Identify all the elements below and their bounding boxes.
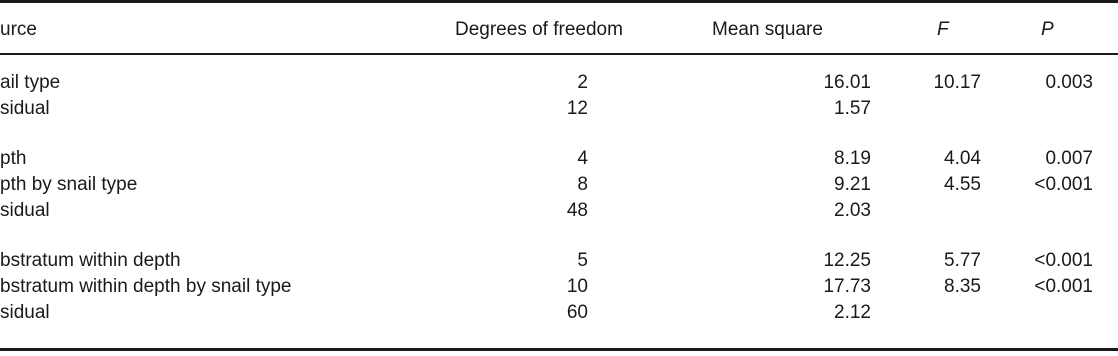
row-f: 10.17 (933, 72, 981, 93)
row-source: sidual (0, 98, 50, 119)
row-f: 8.35 (944, 276, 981, 297)
row-df: 4 (577, 148, 588, 169)
row-df: 12 (566, 98, 588, 119)
row-df: 60 (566, 302, 588, 323)
row-p: 0.007 (1045, 148, 1093, 169)
table-bottom-rule (0, 348, 1118, 351)
table-top-rule (0, 0, 1118, 3)
row-p: <0.001 (1034, 174, 1093, 195)
row-p: 0.003 (1045, 72, 1093, 93)
header-f: F (937, 19, 949, 40)
row-ms: 2.12 (834, 302, 871, 323)
row-df: 8 (577, 174, 588, 195)
row-f: 4.55 (944, 174, 981, 195)
row-ms: 2.03 (834, 200, 871, 221)
row-source: pth (0, 148, 27, 169)
row-p: <0.001 (1034, 250, 1093, 271)
row-source: ail type (0, 72, 61, 93)
row-ms: 8.19 (834, 148, 871, 169)
row-f: 4.04 (944, 148, 981, 169)
row-f: 5.77 (944, 250, 981, 271)
row-source: sidual (0, 200, 50, 221)
header-source: urce (0, 19, 37, 40)
row-source: sidual (0, 302, 50, 323)
row-df: 2 (577, 72, 588, 93)
row-df: 5 (577, 250, 588, 271)
header-p: P (1041, 19, 1054, 40)
row-df: 10 (566, 276, 588, 297)
row-df: 48 (566, 200, 588, 221)
row-ms: 16.01 (823, 72, 871, 93)
row-ms: 12.25 (823, 250, 871, 271)
row-ms: 1.57 (834, 98, 871, 119)
row-source: bstratum within depth by snail type (0, 276, 292, 297)
header-mean-square: Mean square (712, 19, 823, 40)
row-ms: 17.73 (823, 276, 871, 297)
row-ms: 9.21 (834, 174, 871, 195)
row-source: bstratum within depth (0, 250, 181, 271)
header-degrees-of-freedom: Degrees of freedom (455, 19, 623, 40)
row-p: <0.001 (1034, 276, 1093, 297)
row-source: pth by snail type (0, 174, 138, 195)
table-header-rule (0, 53, 1118, 55)
